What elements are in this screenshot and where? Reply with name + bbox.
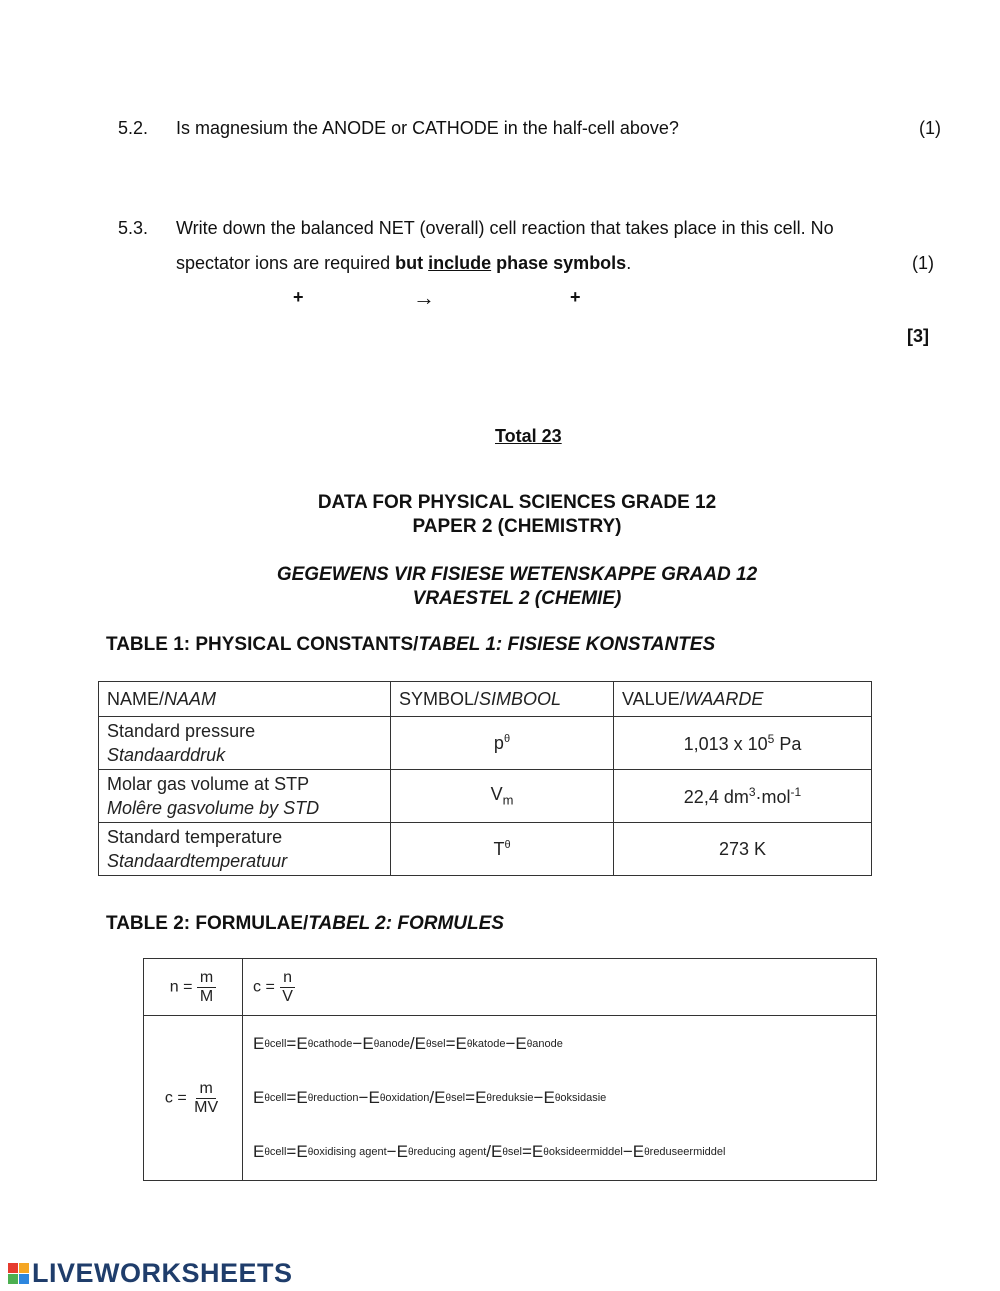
formula-c-mmv: c = $\frac{m}{MV}$: [144, 1016, 243, 1181]
line2-end: .: [626, 253, 632, 273]
reaction-arrow: →: [413, 285, 435, 310]
emf-formulas: [243, 1016, 877, 1181]
table-row: [99, 823, 872, 876]
row-name: Standard pressure Standaarddruk: [99, 717, 391, 770]
table1-title-italic: TABEL 1: FISIESE KONSTANTES: [418, 634, 716, 655]
section-marks: [3]: [907, 326, 929, 346]
table-header-row: [99, 682, 872, 717]
table-row: [99, 717, 872, 770]
emf-formula-3: E θ cell = E θ oxidising agent − E θ reducing agent / E θ sel = E θ oksideermiddel − E θ reduseermiddel: [253, 1142, 726, 1161]
data-title-3: GEGEWENS VIR FISIESE WETENSKAPPE GRAAD 12: [276, 564, 758, 585]
data-title-1: DATA FOR PHYSICAL SCIENCES GRADE 12: [317, 492, 717, 513]
table2-title-italic: TABEL 2: FORMULES: [308, 913, 504, 934]
row-symbol: $V_m$: [391, 770, 614, 823]
question-5-2-marks: (1): [919, 118, 941, 138]
logo-text: LIVEWORKSHEETS: [32, 1258, 293, 1288]
row-symbol: $p^\theta$: [391, 717, 614, 770]
formula-c-nv: c = $\frac{n}{V}$: [243, 959, 877, 1016]
line2-bold1: but: [395, 253, 429, 273]
row-value: 22,4 $dm^3\cdot mol^{-1}$: [614, 770, 872, 823]
formulae-table: [143, 958, 877, 1181]
table2-title: [106, 913, 504, 935]
total-marks: Total 23: [495, 426, 562, 446]
row-value: 273 K: [614, 823, 872, 876]
line2-underline: include: [428, 253, 492, 273]
question-5-3-line2: [176, 253, 631, 274]
question-5-3-number: 5.3.: [118, 218, 149, 238]
table-row: [99, 770, 872, 823]
data-title-2: PAPER 2 (CHEMISTRY): [412, 516, 622, 537]
reaction-plus-1: +: [293, 287, 304, 307]
logo-mark-icon: [8, 1263, 29, 1284]
line2-bold2: phase symbols: [491, 253, 627, 273]
row-value: 1,013 x $10^5$ Pa: [614, 717, 872, 770]
table1-title: [106, 634, 715, 656]
emf-formula-2: E θ cell = E θ reduction − E θ oxidation / E θ sel = E θ reduksie − E θ oksidasie: [253, 1088, 607, 1107]
question-5-2-number: 5.2.: [118, 118, 149, 138]
table2-title-plain: TABLE 2: FORMULAE/: [106, 913, 309, 934]
header-name: NAME/NAAM: [99, 682, 391, 717]
table1-title-plain: TABLE 1: PHYSICAL CONSTANTS/: [106, 634, 419, 655]
emf-formula-1: E θ cell = E θ cathode − E θ anode / E θ sel = E θ katode − E θ anode: [253, 1034, 563, 1053]
row-name: Molar gas volume at STP Molêre gasvolume by STD: [99, 770, 391, 823]
question-5-3-line1: Write down the balanced NET (overall) cell reaction that takes place in this cell. No: [176, 218, 834, 238]
table-row: [144, 1016, 877, 1181]
data-title-4: VRAESTEL 2 (CHEMIE): [412, 588, 622, 609]
header-symbol: SYMBOL/SIMBOOL: [391, 682, 614, 717]
physical-constants-table: [98, 681, 872, 876]
row-name: Standard temperature Standaardtemperatuur: [99, 823, 391, 876]
header-value: VALUE/WAARDE: [614, 682, 872, 717]
liveworksheets-logo: [8, 1258, 293, 1289]
reaction-plus-2: +: [570, 287, 581, 307]
formula-n: n = $\frac{m}{M}$: [144, 959, 243, 1016]
question-5-2-text: Is magnesium the ANODE or CATHODE in the half-cell above?: [176, 118, 679, 138]
line2-plain: spectator ions are required: [176, 253, 396, 273]
table-row: [144, 959, 877, 1016]
question-5-3-marks: (1): [912, 253, 934, 273]
row-symbol: $T^\theta$: [391, 823, 614, 876]
